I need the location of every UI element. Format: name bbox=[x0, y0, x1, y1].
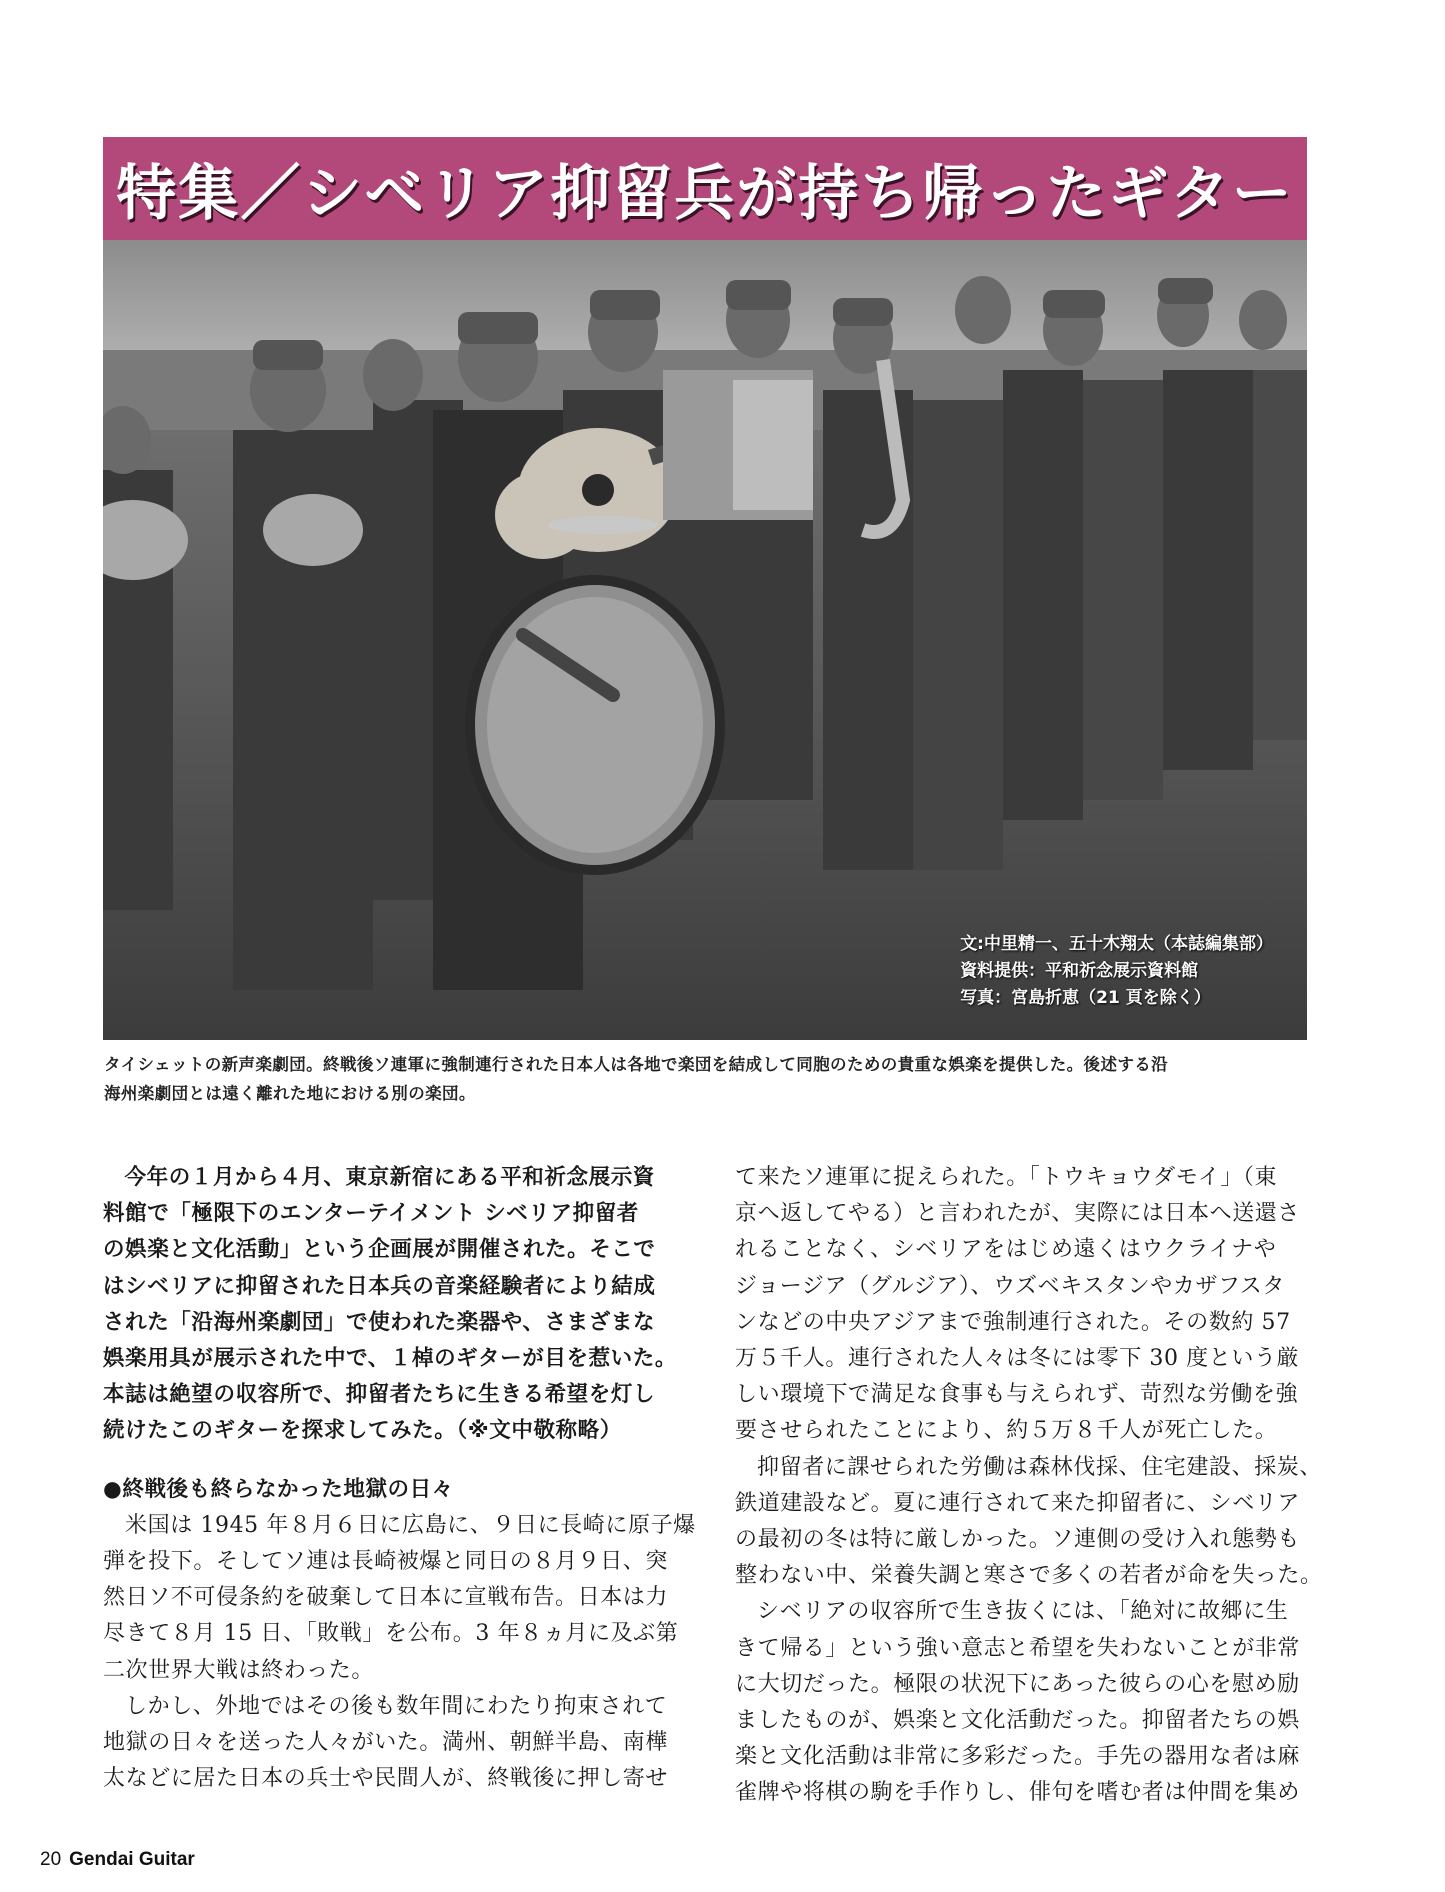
lead-line: 本誌は絶望の収容所で、抑留者たちに生きる希望を灯し bbox=[103, 1382, 656, 1408]
caption-line: タイシェットの新声楽劇団。終戦後ソ連軍に強制連行された日本人は各地で楽団を結成して同胞のための貴重な娯楽を提供した。後述する沿 bbox=[104, 1055, 1169, 1074]
body-line: 尽きて８月 15 日、「敗戦」を公布。3 年８ヵ月に及ぶ第 bbox=[103, 1621, 679, 1647]
body-line: しい環境下で満足な食事も与えられず、苛烈な労働を強 bbox=[735, 1382, 1299, 1408]
lead-line: の娯楽と文化活動」という企画展が開催された。そこで bbox=[103, 1237, 656, 1263]
body-line: ジョージア（グルジア）、ウズベキスタンやカザフスタ bbox=[735, 1273, 1285, 1299]
page-number: 20 bbox=[40, 1849, 62, 1870]
body-line: 弾を投下。そしてソ連は長崎被爆と同日の８月９日、突 bbox=[103, 1549, 669, 1575]
body-line: 万５千人。連行された人々は冬には零下 30 度という厳 bbox=[735, 1346, 1300, 1372]
body-line: 雀牌や将棋の駒を手作りし、俳句を嗜む者は仲間を集め bbox=[735, 1780, 1301, 1806]
lead-line: 娯楽用具が展示された中で、１棹のギターが目を惹いた。 bbox=[103, 1346, 677, 1372]
lead-line: された「沿海州楽劇団」で使われた楽器や、さまざまな bbox=[103, 1309, 656, 1335]
title-banner bbox=[103, 137, 1307, 240]
photo-caption bbox=[104, 1050, 1308, 1108]
body-line: ましたものが、娯楽と文化活動だった。抑留者たちの娯 bbox=[735, 1708, 1301, 1734]
right-column bbox=[735, 1160, 1323, 1812]
body-line: ンなどの中央アジアまで強制連行された。その数約 57 bbox=[735, 1309, 1291, 1335]
body-line: 整わない中、栄養失調と寒さで多くの若者が命を失った。 bbox=[735, 1563, 1323, 1589]
left-column bbox=[103, 1160, 696, 1797]
lead-line: 続けたこのギターを探求してみた。（※文中敬称略） bbox=[103, 1418, 622, 1444]
body-line: に大切だった。極限の状況下にあった彼らの心を慰め励 bbox=[735, 1671, 1300, 1697]
body-line: 米国は 1945 年８月６日に広島に、９日に長崎に原子爆 bbox=[125, 1512, 696, 1538]
body-line: きて帰る」という強い意志と希望を失わないことが非常 bbox=[735, 1635, 1301, 1661]
credit-photo: 写真：宮島折恵（21 頁を除く） bbox=[960, 988, 1211, 1008]
band-photo bbox=[103, 240, 1307, 1040]
body-line: シベリアの収容所で生き抜くには、「絶対に故郷に生 bbox=[757, 1599, 1289, 1625]
band-photo-illustration bbox=[103, 240, 1307, 1040]
caption-line: 海州楽劇団とは遠く離れた地における別の楽団。 bbox=[104, 1084, 476, 1103]
lead-line: はシベリアに抑留された日本兵の音楽経験者により結成 bbox=[103, 1273, 656, 1299]
lead-paragraph bbox=[103, 1160, 677, 1450]
body-line: 京へ返してやる）と言われたが、実際には日本へ送還さ bbox=[735, 1201, 1301, 1227]
body-line: 要させられたことにより、約５万８千人が死亡した。 bbox=[735, 1418, 1278, 1444]
body-line: 抑留者に課せられた労働は森林伐採、住宅建設、採炭、 bbox=[757, 1454, 1323, 1480]
page-title: 特集／シベリア抑留兵が持ち帰ったギター bbox=[116, 158, 1294, 229]
credit-materials: 資料提供：平和祈念展示資料館 bbox=[960, 961, 1199, 981]
body-line: 然日ソ不可侵条約を破棄して日本に宣戦布告。日本は力 bbox=[103, 1585, 669, 1611]
body-line: 太などに居た日本の兵士や民間人が、終戦後に押し寄せ bbox=[103, 1766, 669, 1792]
body-line: の最初の冬は特に厳しかった。ソ連側の受け入れ態勢も bbox=[735, 1527, 1301, 1553]
lead-line: 料館で「極限下のエンターテイメント シベリア抑留者 bbox=[103, 1201, 639, 1227]
body-line: て来たソ連軍に捉えられた。「トウキョウダモイ」（東 bbox=[735, 1165, 1278, 1190]
magazine-name: Gendai Guitar bbox=[69, 1849, 195, 1870]
body-line: 地獄の日々を送った人々がいた。満州、朝鮮半島、南樺 bbox=[103, 1730, 669, 1756]
credits bbox=[960, 931, 1273, 1012]
lead-line: 今年の１月から４月、東京新宿にある平和祈念展示資 bbox=[124, 1165, 655, 1190]
body-line: れることなく、シベリアをはじめ遠くはウクライナや bbox=[735, 1237, 1277, 1263]
body-line: しかし、外地ではその後も数年間にわたり拘束されて bbox=[125, 1693, 668, 1719]
credit-writer: 文:中里精一、五十木翔太（本誌編集部） bbox=[960, 934, 1273, 954]
body-line: 楽と文化活動は非常に多彩だった。手先の器用な者は麻 bbox=[735, 1744, 1301, 1770]
body-line: 鉄道建設など。夏に連行されて来た抑留者に、シベリア bbox=[735, 1490, 1301, 1516]
section-body bbox=[103, 1508, 696, 1798]
page-footer bbox=[40, 1849, 195, 1871]
body-line: 二次世界大戦は終わった。 bbox=[103, 1657, 374, 1683]
section-heading: ●終戦後も終らなかった地獄の日々 bbox=[103, 1476, 454, 1502]
